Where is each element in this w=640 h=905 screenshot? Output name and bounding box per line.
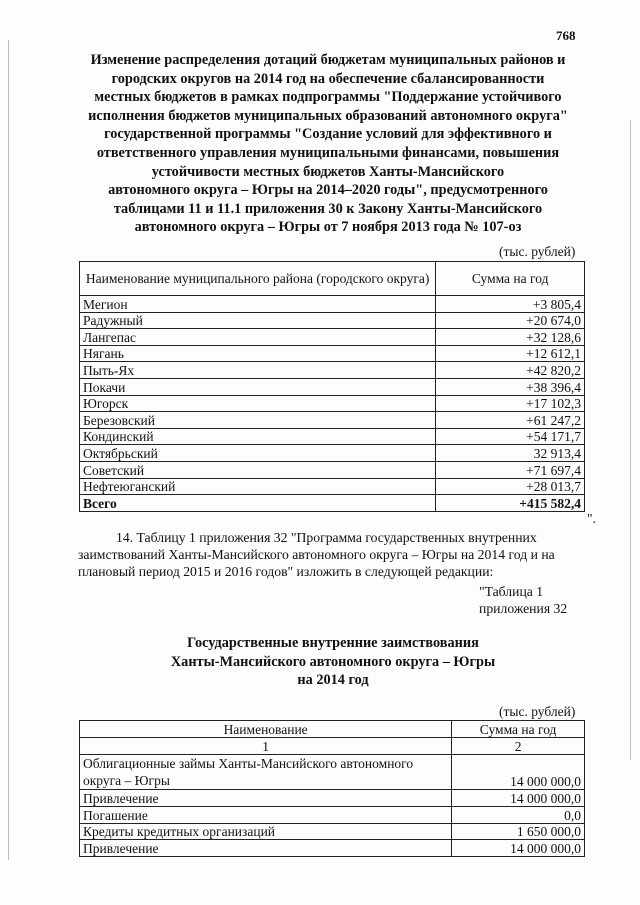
- total-row: [80, 495, 585, 512]
- document-title: [60, 51, 596, 237]
- section-title-line: Ханты-Мансийского автономного округа – Югры: [170, 653, 496, 670]
- municipality-name: Нефтеюганский: [80, 478, 436, 495]
- section-title-line: на 2014 год: [297, 672, 369, 689]
- table-reference-line: приложения 32: [479, 601, 568, 616]
- column-index: 1: [80, 738, 452, 755]
- table-row: [80, 445, 585, 462]
- municipality-name: Мегион: [80, 296, 436, 313]
- item-name: Погашение: [80, 806, 452, 823]
- table-reference: [479, 583, 567, 617]
- paragraph-line: 14. Таблицу 1 приложения 32 "Программа государственных внутренних: [116, 530, 537, 545]
- item-name: Облигационные займы Ханты-Мансийского автономного округа – Югры: [80, 755, 452, 790]
- borrowings-table: [79, 720, 585, 857]
- table-row: [80, 412, 585, 429]
- section-title: [78, 634, 588, 690]
- column-index: 2: [452, 738, 585, 755]
- title-line: городских округов на 2014 год на обеспечение сбалансированности: [111, 70, 545, 87]
- amount: +54 171,7: [436, 428, 585, 445]
- title-line: Изменение распределения дотаций бюджетам муниципальных районов и: [90, 52, 566, 68]
- municipality-name: Кондинский: [80, 428, 436, 445]
- table-row: [80, 806, 585, 823]
- municipality-name: Пыть-Ях: [80, 362, 436, 379]
- subsidy-table: [79, 261, 585, 512]
- amount: 32 913,4: [436, 445, 585, 462]
- table-header-row: [80, 721, 585, 738]
- municipality-name: Советский: [80, 461, 436, 478]
- municipality-name: Югорск: [80, 395, 436, 412]
- municipality-name: Октябрьский: [80, 445, 436, 462]
- page-number: 768: [556, 28, 576, 43]
- column-header-name: Наименование: [80, 721, 452, 738]
- table-row: [80, 790, 585, 807]
- table1-units: (тыс. рублей): [499, 244, 576, 259]
- item-name: Привлечение: [80, 790, 452, 807]
- column-header-municipality: Наименование муниципального района (городского округа): [80, 262, 436, 296]
- municipality-name: Покачи: [80, 378, 436, 395]
- amount: +12 612,1: [436, 345, 585, 362]
- amount: +38 396,4: [436, 378, 585, 395]
- table-row: [80, 312, 585, 329]
- municipality-name: Радужный: [80, 312, 436, 329]
- table-row: [80, 840, 585, 857]
- amount: 14 000 000,0: [452, 790, 585, 807]
- amount: +32 128,6: [436, 329, 585, 346]
- amount: +28 013,7: [436, 478, 585, 495]
- paragraph-line: заимствований Ханты-Мансийского автономного округа – Югры на 2014 год и на: [78, 547, 555, 562]
- item-name: Привлечение: [80, 840, 452, 857]
- table-row: [80, 461, 585, 478]
- table-row: [80, 296, 585, 313]
- table-row: [80, 395, 585, 412]
- title-line: государственной программы "Создание условий для эффективного и: [104, 126, 552, 143]
- title-line: автономного округа – Югры на 2014–2020 годы", предусмотренного: [108, 182, 548, 199]
- table-row: [80, 478, 585, 495]
- section-title-line: Государственные внутренние заимствования: [187, 635, 479, 651]
- table-row: [80, 428, 585, 445]
- amount: +3 805,4: [436, 296, 585, 313]
- table-row: [80, 329, 585, 346]
- table-row: [80, 823, 585, 840]
- paragraph-line: плановый период 2015 и 2016 годов" изложить в следующей редакции:: [78, 564, 494, 579]
- amount: 0,0: [452, 806, 585, 823]
- amount: +61 247,2: [436, 412, 585, 429]
- amendment-paragraph: [78, 529, 588, 546]
- amount: +71 697,4: [436, 461, 585, 478]
- total-label: Всего: [80, 495, 436, 512]
- amount: +17 102,3: [436, 395, 585, 412]
- amount: +20 674,0: [436, 312, 585, 329]
- title-line: автономного округа – Югры от 7 ноября 2013 года № 107-оз: [134, 219, 522, 236]
- item-name: Кредиты кредитных организаций: [80, 823, 452, 840]
- table2-units: (тыс. рублей): [499, 704, 576, 719]
- table-row: [80, 755, 585, 790]
- table-row: [80, 345, 585, 362]
- table-header-row: [80, 262, 585, 296]
- scan-edge-mark: [630, 120, 631, 760]
- municipality-name: Лангепас: [80, 329, 436, 346]
- amount: +42 820,2: [436, 362, 585, 379]
- table-row: [80, 378, 585, 395]
- amount: 14 000 000,0: [452, 840, 585, 857]
- table-reference-line: "Таблица 1: [479, 584, 544, 599]
- title-line: таблицами 11 и 11.1 приложения 30 к Закону Ханты-Мансийского: [113, 200, 543, 217]
- scan-edge-mark: [8, 40, 9, 860]
- title-line: местных бюджетов в рамках подпрограммы "Поддержание устойчивого: [94, 89, 562, 106]
- table-row: [80, 362, 585, 379]
- municipality-name: Нягань: [80, 345, 436, 362]
- column-index-row: [80, 738, 585, 755]
- title-line: устойчивости местных бюджетов Ханты-Мансийского: [151, 163, 505, 180]
- amount: 1 650 000,0: [452, 823, 585, 840]
- municipality-name: Березовский: [80, 412, 436, 429]
- amount: 14 000 000,0: [452, 755, 585, 790]
- title-line: ответственного управления муниципальными финансами, повышения: [96, 144, 560, 161]
- column-header-amount: Сумма на год: [436, 262, 585, 296]
- title-line: исполнения бюджетов муниципальных образований автономного округа": [88, 107, 568, 124]
- closing-quote: ".: [587, 511, 596, 526]
- total-amount: +415 582,4: [436, 495, 585, 512]
- column-header-amount: Сумма на год: [452, 721, 585, 738]
